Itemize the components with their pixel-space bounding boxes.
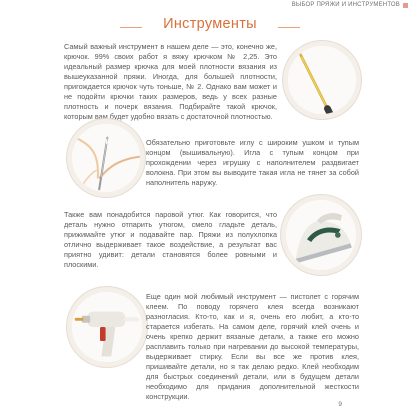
needle-photo <box>72 124 140 192</box>
title-block <box>120 16 300 40</box>
steam-iron-photo <box>286 200 356 270</box>
paragraph-needle: Обязательно приготовьте иглу с широким ушком и тупым концом (вышивальную). Игла с тупым концом при прохождении через игрушку с наполнителем раздвигает волокна. При этом вы выводите такая игла не тянет за собой наполнитель наружу. <box>146 138 359 187</box>
paragraph-crochet-hook: Самый важный инструмент в нашем деле — это, конечно же, крючок. 99% своих работ я вяжу крючком № 2,25. Это идеальный размер крючка для моей плотности вязания из вышеуказанной пряжи. Иногда, для большей плотности, пригождается крючок чуть тоньше, № 2. Однако вам может и не подойти крючки таких размеров, ведь у всех разные плотность и почерк вязания. Подбирайте такой крючок, которым вам будет удобно вязать с достаточной плотностью. <box>64 42 277 121</box>
page-number: 9 <box>338 401 342 408</box>
page-title: Инструменты <box>163 16 257 32</box>
paragraph-steam-iron: Также вам понадобится паровой утюг. Как говорится, что деталь нужно отпарить утюгом, смело гладьте деталь, прижимайте утюг и подавайте пар. Пряжи из полухлопка отлично выдерживает такое воздействие, а результат вас приятно удивит: детали становятся более ровными и плоскими. <box>64 210 277 269</box>
running-head-text: ВЫБОР ПРЯЖИ И ИНСТРУМЕНТОВ <box>291 2 400 8</box>
paragraph-glue-gun: Еще один мой любимый инструмент — пистолет с горячим клеем. По поводу горячего клея всегда возникают разногласия. Кто-то, как и я, очень его любит, а кто-то старается избегать. На самом деле, горячий клей очень и очень крепко держит вязаные детали, а также его можно расплавить только при нагревании до высокой температуры, выдерживает стирку. Если вы все же против клея, пришивайте детали, но я так делаю редко. Клей необходим для быстрых соединений детали, или в будущем детали необходимо для придания дополнительной жесткости конструкции. <box>146 292 359 401</box>
title-rule-right <box>278 27 300 28</box>
running-head <box>292 2 408 8</box>
running-head-square <box>403 3 408 8</box>
title-rule-left <box>120 27 142 28</box>
crochet-hook-photo <box>288 46 356 114</box>
glue-gun-photo <box>72 292 142 362</box>
